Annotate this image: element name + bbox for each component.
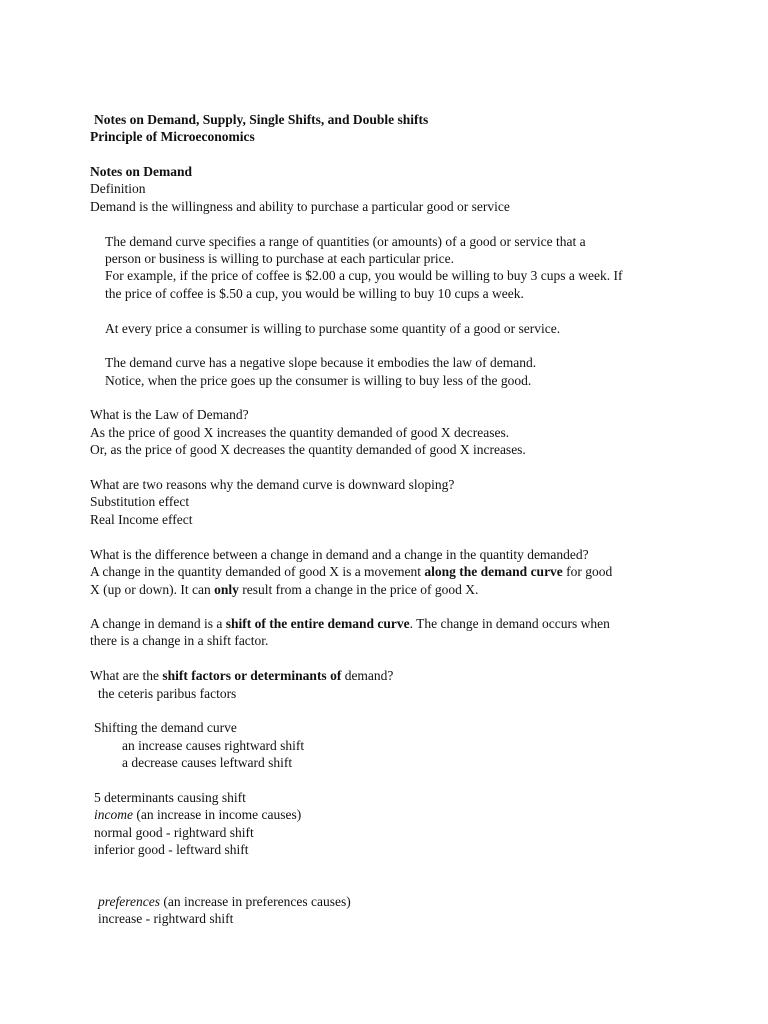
inferior-good-line: inferior good - leftward shift [94, 842, 249, 857]
determinants-label: 5 determinants causing shift [94, 790, 246, 805]
text-run: for good [562, 564, 613, 579]
emphasis-text: only [214, 582, 239, 597]
reason-item: Substitution effect [90, 494, 190, 509]
difference-answer-line [90, 581, 478, 598]
shift-rule: an increase causes rightward shift [122, 738, 305, 753]
doc-title: Notes on Demand, Supply, Single Shifts, and Double shifts [94, 112, 429, 127]
emphasis-text: preferences [98, 894, 160, 909]
demand-change-line: there is a change in a shift factor. [90, 633, 269, 648]
curve-paragraph-3-line: Notice, when the price goes up the consumer is willing to buy less of the good. [105, 373, 532, 388]
doc-subtitle: Principle of Microeconomics [90, 129, 255, 144]
law-question: What is the Law of Demand? [90, 407, 249, 422]
emphasis-text: shift factors or determinants of [162, 668, 342, 683]
text-run: (an increase in income causes) [132, 807, 302, 822]
text-run: A change in demand is a [90, 616, 226, 631]
text-run: What are the [90, 668, 163, 683]
text-run: . The change in demand occurs when [409, 616, 610, 631]
reasons-question: What are two reasons why the demand curve is downward sloping? [90, 477, 455, 492]
difference-question: What is the difference between a change in demand and a change in the quantity demanded? [90, 547, 589, 562]
curve-paragraph-2: At every price a consumer is willing to purchase some quantity of a good or service. [105, 321, 561, 336]
curve-paragraph-3-line: The demand curve has a negative slope because it embodies the law of demand. [105, 355, 537, 370]
difference-answer-line [90, 563, 612, 580]
definition-label: Definition [90, 181, 146, 196]
law-answer-line: Or, as the price of good X decreases the quantity demanded of good X increases. [90, 442, 526, 457]
emphasis-text: shift of the entire demand curve [225, 616, 410, 631]
text-run: result from a change in the price of good X. [238, 582, 479, 597]
text-run: X (up or down). It can [90, 582, 215, 597]
emphasis-text: along the demand curve [424, 564, 563, 579]
shift-factors-question [90, 667, 393, 684]
curve-paragraph-line: person or business is willing to purchase at each particular price. [105, 251, 455, 266]
curve-paragraph-line: The demand curve specifies a range of quantities (or amounts) of a good or service that a [105, 234, 586, 249]
normal-good-line: normal good - rightward shift [94, 825, 254, 840]
ceteris-paribus-note: the ceteris paribus factors [98, 686, 237, 701]
curve-paragraph-line: the price of coffee is $.50 a cup, you would be willing to buy 10 cups a week. [105, 286, 524, 301]
shifting-label: Shifting the demand curve [94, 720, 237, 735]
section-heading: Notes on Demand [90, 164, 193, 179]
text-run: (an increase in preferences causes) [159, 894, 351, 909]
demand-change-line [90, 615, 610, 632]
emphasis-text: income [94, 807, 133, 822]
reason-item: Real Income effect [90, 512, 193, 527]
income-determinant [94, 806, 301, 823]
preferences-increase-line: increase - rightward shift [98, 911, 234, 926]
text-run: A change in the quantity demanded of good X is a movement [90, 564, 425, 579]
law-answer-line: As the price of good X increases the quantity demanded of good X decreases. [90, 425, 510, 440]
curve-paragraph-line: For example, if the price of coffee is $2.00 a cup, you would be willing to buy 3 cups a week. If [105, 268, 623, 283]
text-run: demand? [341, 668, 394, 683]
definition-text: Demand is the willingness and ability to purchase a particular good or service [90, 199, 510, 214]
preferences-determinant [98, 893, 351, 910]
shift-rule: a decrease causes leftward shift [122, 755, 293, 770]
